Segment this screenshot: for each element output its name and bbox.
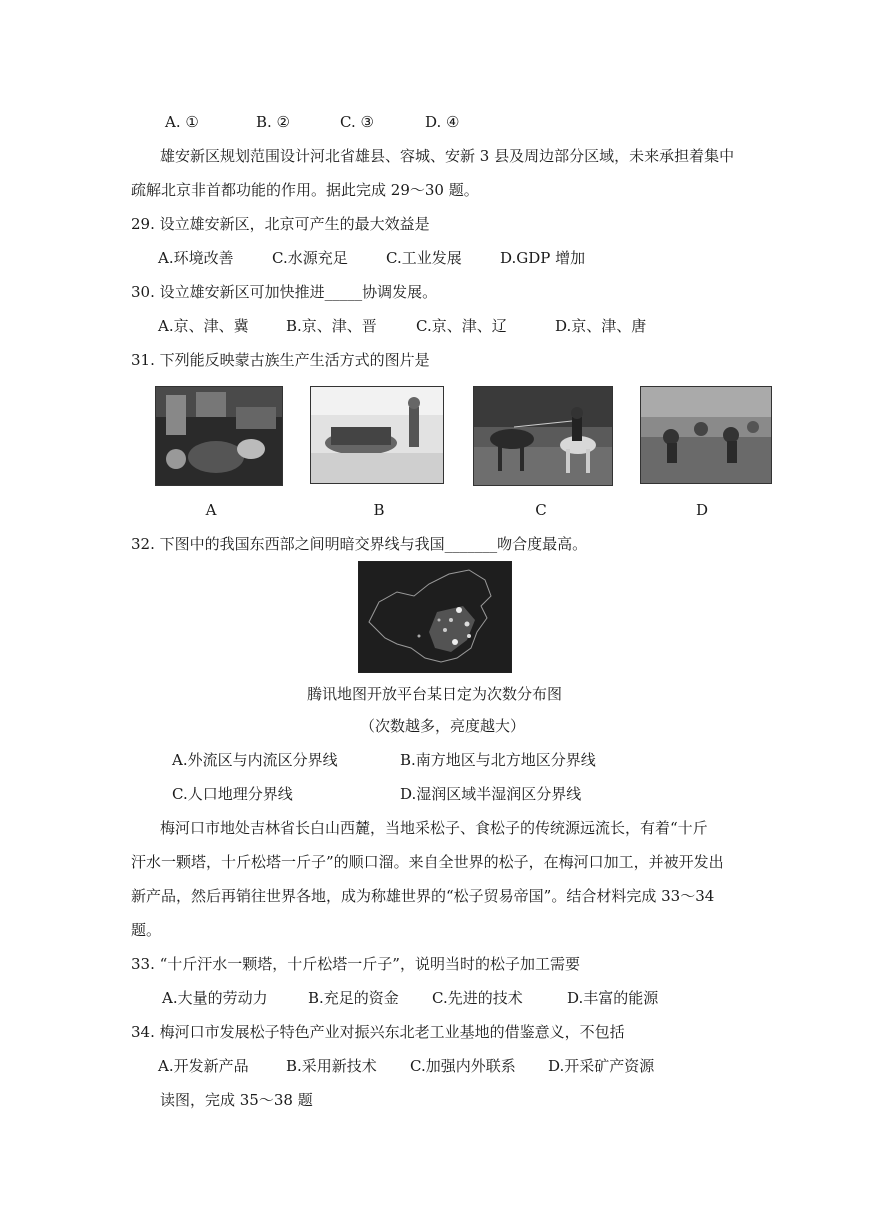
q30-option-b: B.京、津、晋	[286, 317, 377, 335]
q28-option-a: A. ①	[165, 113, 199, 131]
q34-option-b: B.采用新技术	[286, 1057, 377, 1075]
q34-option-d: D.开采矿产资源	[548, 1057, 655, 1075]
map-caption-1: 腾讯地图开放平台某日定为次数分布图	[306, 685, 562, 703]
q30-stem: 30. 设立雄安新区可加快推进_____协调发展。	[131, 283, 438, 301]
q32-stem: 32. 下图中的我国东西部之间明暗交界线与我国_______吻合度最高。	[131, 535, 588, 553]
meihekou-line2: 汗水一颗塔，十斤松塔一斤子”的顺口溜。来自全世界的松子，在梅河口加工，并被开发出	[131, 853, 724, 871]
read-prompt: 读图，完成 35～38 题	[160, 1091, 313, 1109]
q32-option-a: A.外流区与内流区分界线	[172, 751, 338, 769]
q30-option-a: A.京、津、冀	[158, 317, 249, 335]
q34-option-a: A.开发新产品	[158, 1057, 249, 1075]
q33-option-c: C.先进的技术	[432, 989, 523, 1007]
meihekou-line4: 题。	[131, 921, 162, 939]
photo-label-c: C	[535, 501, 547, 519]
q28-option-d: D. ④	[425, 113, 460, 131]
q33-stem: 33. “十斤汗水一颗塔，十斤松塔一斤子”，说明当时的松子加工需要	[131, 955, 580, 973]
photo-b	[310, 386, 444, 484]
photo-c	[473, 386, 613, 486]
q29-option-d: D.GDP 增加	[500, 249, 586, 267]
q33-option-d: D.丰富的能源	[567, 989, 659, 1007]
map-caption-2: （次数越多，亮度越大）	[359, 717, 525, 735]
q32-option-c: C.人口地理分界线	[172, 785, 293, 803]
q34-option-c: C.加强内外联系	[410, 1057, 516, 1075]
q31-stem: 31. 下列能反映蒙古族生产生活方式的图片是	[131, 351, 430, 369]
meihekou-line3: 新产品，然后再销往世界各地，成为称雄世界的“松子贸易帝国”。结合材料完成 33～34	[131, 887, 715, 905]
q33-option-a: A.大量的劳动力	[162, 989, 268, 1007]
meihekou-line1: 梅河口市地处吉林省长白山西麓，当地采松子、食松子的传统源远流长，有着“十斤	[160, 819, 708, 837]
q32-option-b: B.南方地区与北方地区分界线	[400, 751, 596, 769]
q28-option-c: C. ③	[340, 113, 374, 131]
q32-option-d: D.湿润区域半湿润区分界线	[400, 785, 582, 803]
photo-a	[155, 386, 283, 486]
photo-label-a: A	[205, 501, 217, 519]
photo-label-b: B	[373, 501, 385, 519]
q29-stem: 29. 设立雄安新区，北京可产生的最大效益是	[131, 215, 430, 233]
q33-option-b: B.充足的资金	[308, 989, 399, 1007]
q30-option-d: D.京、津、唐	[555, 317, 647, 335]
xiongan-intro-line2: 疏解北京非首都功能的作用。据此完成 29～30 题。	[131, 181, 479, 199]
q29-option-a: A.环境改善	[158, 249, 234, 267]
q29-option-b: C.水源充足	[272, 249, 348, 267]
xiongan-intro-line1: 雄安新区规划范围设计河北省雄县、容城、安新 3 县及周边部分区域，未来承担着集中	[160, 147, 735, 165]
photo-label-d: D	[695, 501, 709, 519]
photo-d	[640, 386, 772, 484]
q34-stem: 34. 梅河口市发展松子特色产业对振兴东北老工业基地的借鉴意义，不包括	[131, 1023, 625, 1041]
q30-option-c: C.京、津、辽	[416, 317, 507, 335]
china-night-map	[358, 561, 512, 673]
q28-option-b: B. ②	[256, 113, 291, 131]
q29-option-c: C.工业发展	[386, 249, 462, 267]
